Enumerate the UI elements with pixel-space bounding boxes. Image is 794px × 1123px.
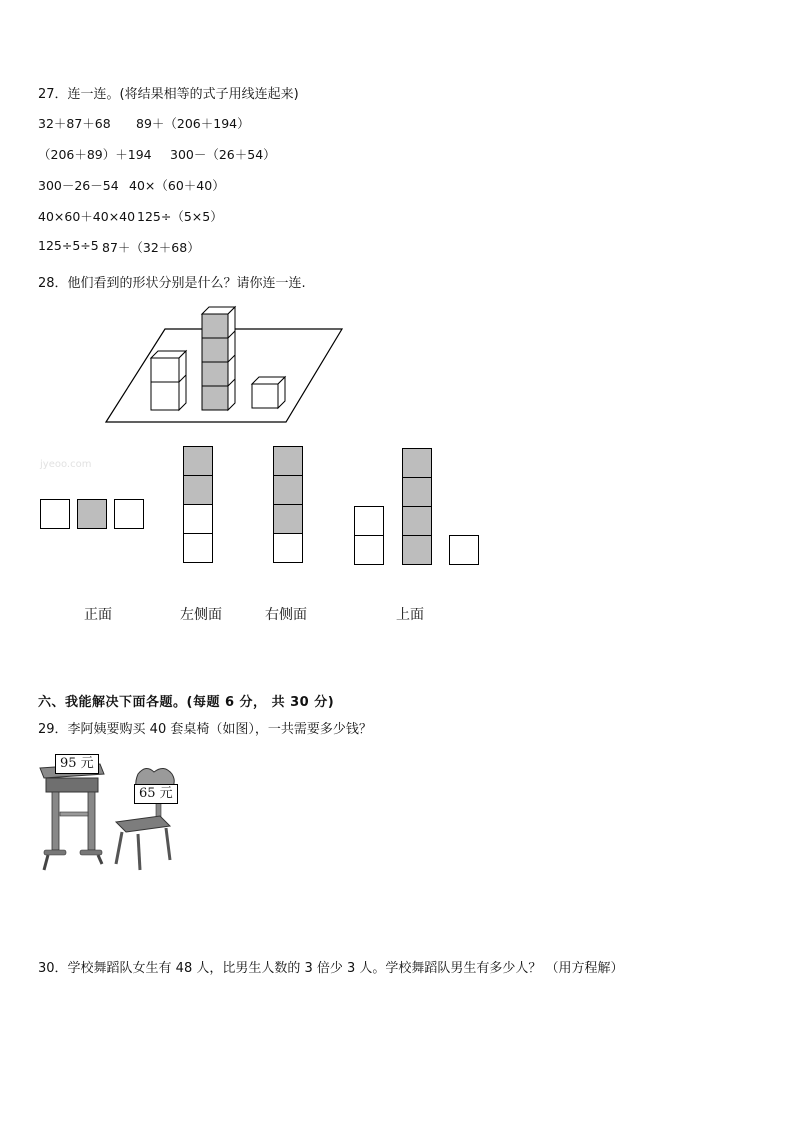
label-top: 上面	[396, 607, 424, 623]
q28-title: 28．他们看到的形状分别是什么？请你连一连.	[38, 276, 306, 291]
q29-title: 29．李阿姨要购买 40 套桌椅（如图），一共需要多少钱？	[38, 722, 372, 737]
q27-right-expr-4: 125÷（5×5）	[137, 209, 223, 224]
q27-left-expr-5: 125÷5÷5	[38, 238, 99, 253]
watermark: jyeoo.com	[40, 459, 92, 470]
label-front: 正面	[84, 607, 112, 623]
q30-title: 30．学校舞蹈队女生有 48 人，比男生人数的 3 倍少 3 人。学校舞蹈队男生有多少人？ （用方程解）	[38, 961, 624, 976]
q27-left-expr-2: （206＋89）＋194	[38, 147, 152, 162]
section-6-heading: 六、我能解决下面各题。(每题 6 分， 共 30 分)	[38, 695, 335, 710]
label-left-side: 左侧面	[180, 607, 222, 623]
q27-right-expr-1: 89＋（206＋194）	[136, 116, 250, 131]
q27-left-expr-4: 40×60＋40×40	[38, 209, 136, 224]
q27-left-expr-3: 300－26－54	[38, 178, 119, 193]
desk-price-tag: 95 元	[55, 754, 99, 774]
view-a-square-3	[114, 499, 144, 529]
chair-price-tag: 65 元	[134, 784, 178, 804]
cube-arrangement-figure	[100, 300, 350, 425]
view-a-square-2	[77, 499, 107, 529]
q27-right-expr-2: 300－（26＋54）	[170, 147, 276, 162]
q27-right-expr-5: 87＋（32＋68）	[102, 240, 200, 255]
middle-cube-stack	[202, 307, 235, 410]
q27-right-expr-3: 40×（60＋40）	[129, 178, 225, 193]
left-cube-stack	[151, 351, 186, 410]
right-single-cube	[252, 377, 285, 408]
q27-title: 27．连一连。(将结果相等的式子用线连起来)	[38, 87, 299, 102]
label-right-side: 右侧面	[265, 607, 307, 623]
view-a-square-1	[40, 499, 70, 529]
q27-left-expr-1: 32＋87＋68	[38, 116, 111, 131]
